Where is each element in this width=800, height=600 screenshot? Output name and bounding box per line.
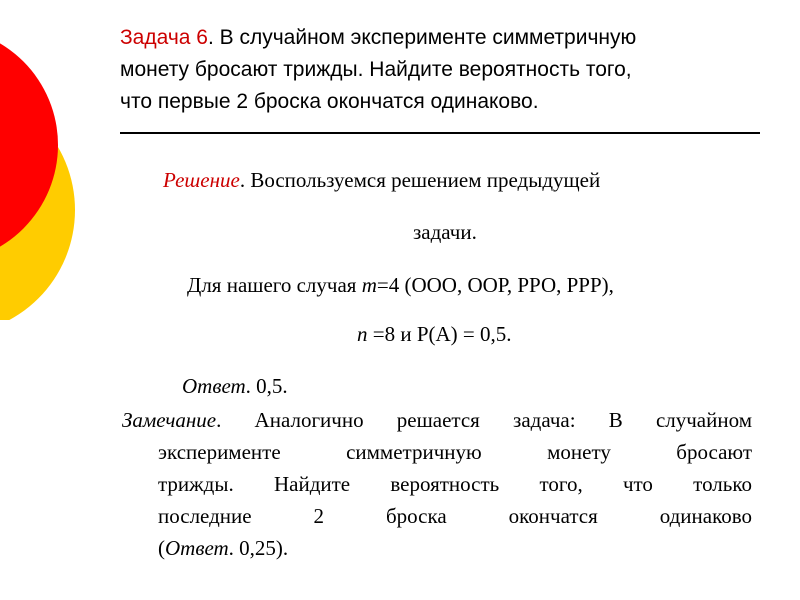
decorative-circles xyxy=(0,0,120,320)
remark-open-paren: ( xyxy=(158,536,165,560)
answer-value: . 0,5. xyxy=(245,374,288,398)
task-text-1: . В случайном эксперименте симметричную xyxy=(207,26,637,49)
remark-block xyxy=(122,404,752,564)
n-variable: n xyxy=(357,322,368,346)
solution-line-2: задачи. xyxy=(413,220,477,244)
solution-line-1 xyxy=(163,166,600,194)
answer-line xyxy=(182,372,288,400)
divider-line xyxy=(120,132,760,134)
remark-line-2: эксперименте симметричную монету бросают xyxy=(158,440,752,464)
case-rest: =4 (ООО, ООР, РРО, РРР), xyxy=(376,273,614,297)
remark-answer-rest: . 0,25). xyxy=(228,536,289,560)
remark-text-1: . Аналогично решается задача: В случайном xyxy=(216,408,752,432)
task-statement xyxy=(120,22,760,118)
task-label: Задача 6 xyxy=(120,26,208,49)
case-end: =8 и Р(А) = 0,5. xyxy=(367,322,512,346)
solution-label: Решение xyxy=(163,168,240,192)
task-line-2: монету бросают трижды. Найдите вероятность того, xyxy=(120,58,632,81)
answer-label: Ответ xyxy=(182,374,246,398)
remark-line-5 xyxy=(122,532,752,564)
case-line-2 xyxy=(357,320,512,348)
m-variable: m xyxy=(361,273,377,297)
remark-line-1 xyxy=(122,404,752,436)
remark-line-4: последние 2 броска окончатся одинаково xyxy=(158,504,752,528)
case-prefix: Для нашего случая xyxy=(187,273,362,297)
task-line-1 xyxy=(120,22,760,54)
case-line-1 xyxy=(187,271,614,299)
task-line-3: что первые 2 броска окончатся одинаково. xyxy=(120,90,539,113)
remark-answer-label: Ответ xyxy=(165,536,229,560)
remark-label: Замечание xyxy=(122,408,217,432)
solution-text-a: . Воспользуемся решением предыдущей xyxy=(239,168,601,192)
remark-line-3: трижды. Найдите вероятность того, что только xyxy=(158,472,752,496)
